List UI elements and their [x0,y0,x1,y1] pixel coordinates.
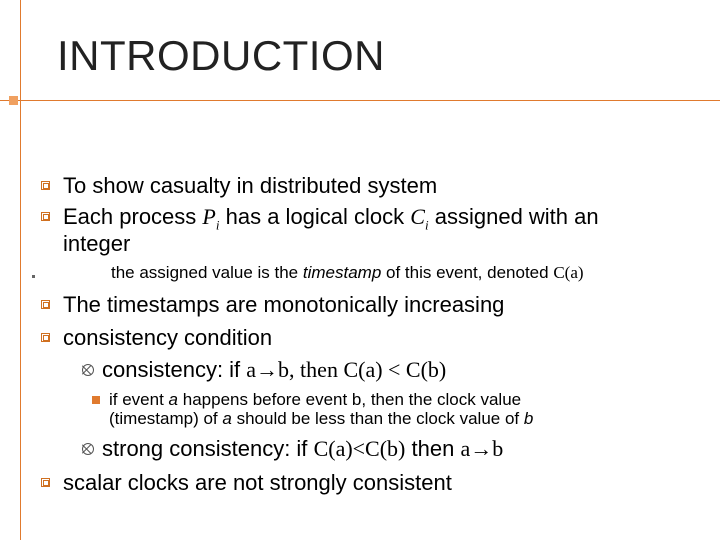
consistency-note-line1: if event a happens before event b, then the clock value [109,390,522,409]
consistency-rule: consistency: if a→b, then C(a) < C(b) [102,357,447,382]
bullet-logical-clock: Each process $P_i$ has a logical clock $C_i$ assigned with an [63,204,599,233]
circled-x-bullet-icon [82,364,94,376]
small-dot-bullet-icon [32,275,35,278]
bullet-consistency-condition: consistency condition [63,325,273,350]
page-title: INTRODUCTION [57,32,385,79]
bullet-casualty: To show casualty in distributed system [63,173,438,198]
box-bullet-icon [41,181,50,190]
box-bullet-icon [41,333,50,342]
strong-consistency-rule: strong consistency: if C(a)<C(b) then a→b [102,436,504,461]
circled-x-bullet-icon [82,443,94,455]
square-bullet-icon [92,396,100,404]
timestamp-definition: the assigned value is the timestamp of this event, denoted C(a) [111,263,584,282]
accent-vertical-line [20,0,21,540]
box-bullet-icon [41,300,50,309]
accent-horizontal-line [0,100,720,101]
accent-corner-square [9,96,18,105]
bullet-scalar-clocks: scalar clocks are not strongly consistent [63,470,452,495]
consistency-note-line2: (timestamp) of a should be less than the clock value of b [109,409,534,428]
bullet-monotonic: The timestamps are monotonically increasing [63,292,505,317]
bullet-logical-clock-continued: integer [63,231,131,256]
box-bullet-icon [41,212,50,221]
box-bullet-icon [41,478,50,487]
